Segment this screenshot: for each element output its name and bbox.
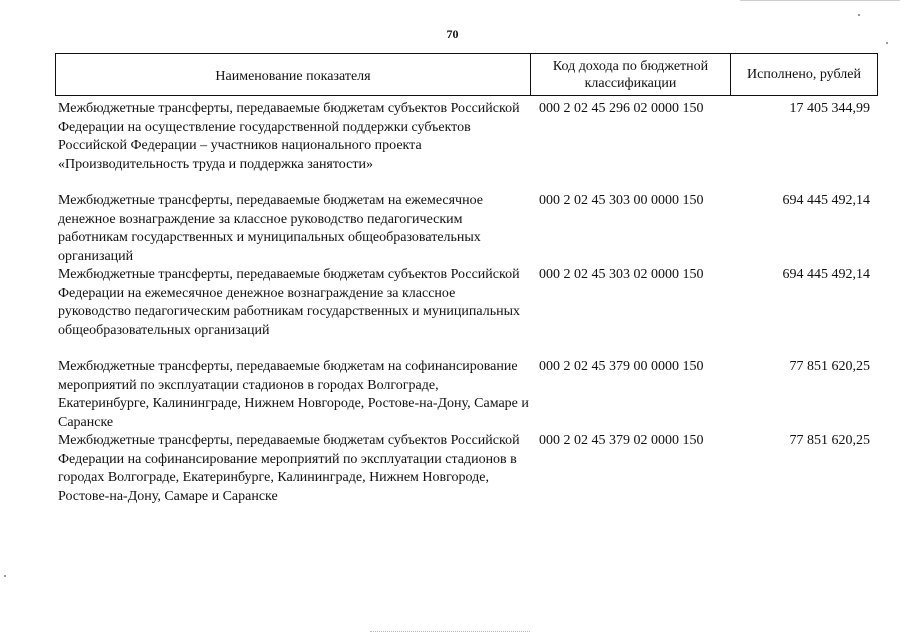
page-number: 70 [446,27,459,41]
row-code: 000 2 02 45 379 02 0000 150 [539,433,704,448]
row-name: Межбюджетные трансферты, передаваемые бюджетам на ежемесячное денежное вознаграждение за классное руководство педагогическим работникам государственных и муниципальных общеобразовательных организаций [58,193,483,264]
row-name: Межбюджетные трансферты, передаваемые бюджетам субъектов Российской Федерации на софинансирование мероприятий по эксплуатации стадионов в городах Волгограде, Екатеринбурге, Калининграде, Нижнем Новгороде, Ростове-на-Дону, Самаре и Саранске [58,433,520,504]
row-name: Межбюджетные трансферты, передаваемые бюджетам субъектов Российской Федерации на ежемесячное денежное вознаграждение за классное руководство педагогическим работникам государственных и муниципальных общеобразовательных организаций [58,267,520,338]
row-code: 000 2 02 45 303 00 0000 150 [539,193,704,208]
scan-edge-line [740,0,900,1]
row-gap [55,340,878,358]
scan-edge-line [370,631,530,632]
header-code: Код дохода по бюджетной классификации [531,54,731,95]
row-name: Межбюджетные трансферты, передаваемые бюджетам на софинансирование мероприятий по эксплуатации стадионов в городах Волгограде, Екатеринбурге, Калининграде, Нижнем Новгороде, Ростове-на-Дону, Самаре и Саранске [58,359,529,430]
row-code: 000 2 02 45 296 02 0000 150 [539,101,704,116]
table-row [55,358,878,432]
row-code: 000 2 02 45 303 02 0000 150 [539,267,704,282]
table-row [55,266,878,340]
row-code: 000 2 02 45 379 00 0000 150 [539,359,704,374]
row-amount: 694 445 492,14 [782,193,870,208]
table-row [55,432,878,506]
row-amount: 17 405 344,99 [789,101,870,116]
row-amount: 77 851 620,25 [789,359,870,374]
table-header [55,53,878,96]
scan-speck [4,575,6,577]
table-row [55,100,878,174]
row-amount: 694 445 492,14 [782,267,870,282]
header-name: Наименование показателя [56,54,531,95]
table-row [55,192,878,266]
scan-speck [886,42,888,44]
row-amount: 77 851 620,25 [789,433,870,448]
table-body [55,100,878,506]
scan-speck [858,14,860,16]
header-executed: Исполнено, рублей [747,67,861,82]
row-gap [55,174,878,192]
row-name: Межбюджетные трансферты, передаваемые бюджетам субъектов Российской Федерации на осуществление государственной поддержки субъектов Российской Федерации – участников национального проекта «Производительность труда и поддержка занятости» [58,101,520,172]
